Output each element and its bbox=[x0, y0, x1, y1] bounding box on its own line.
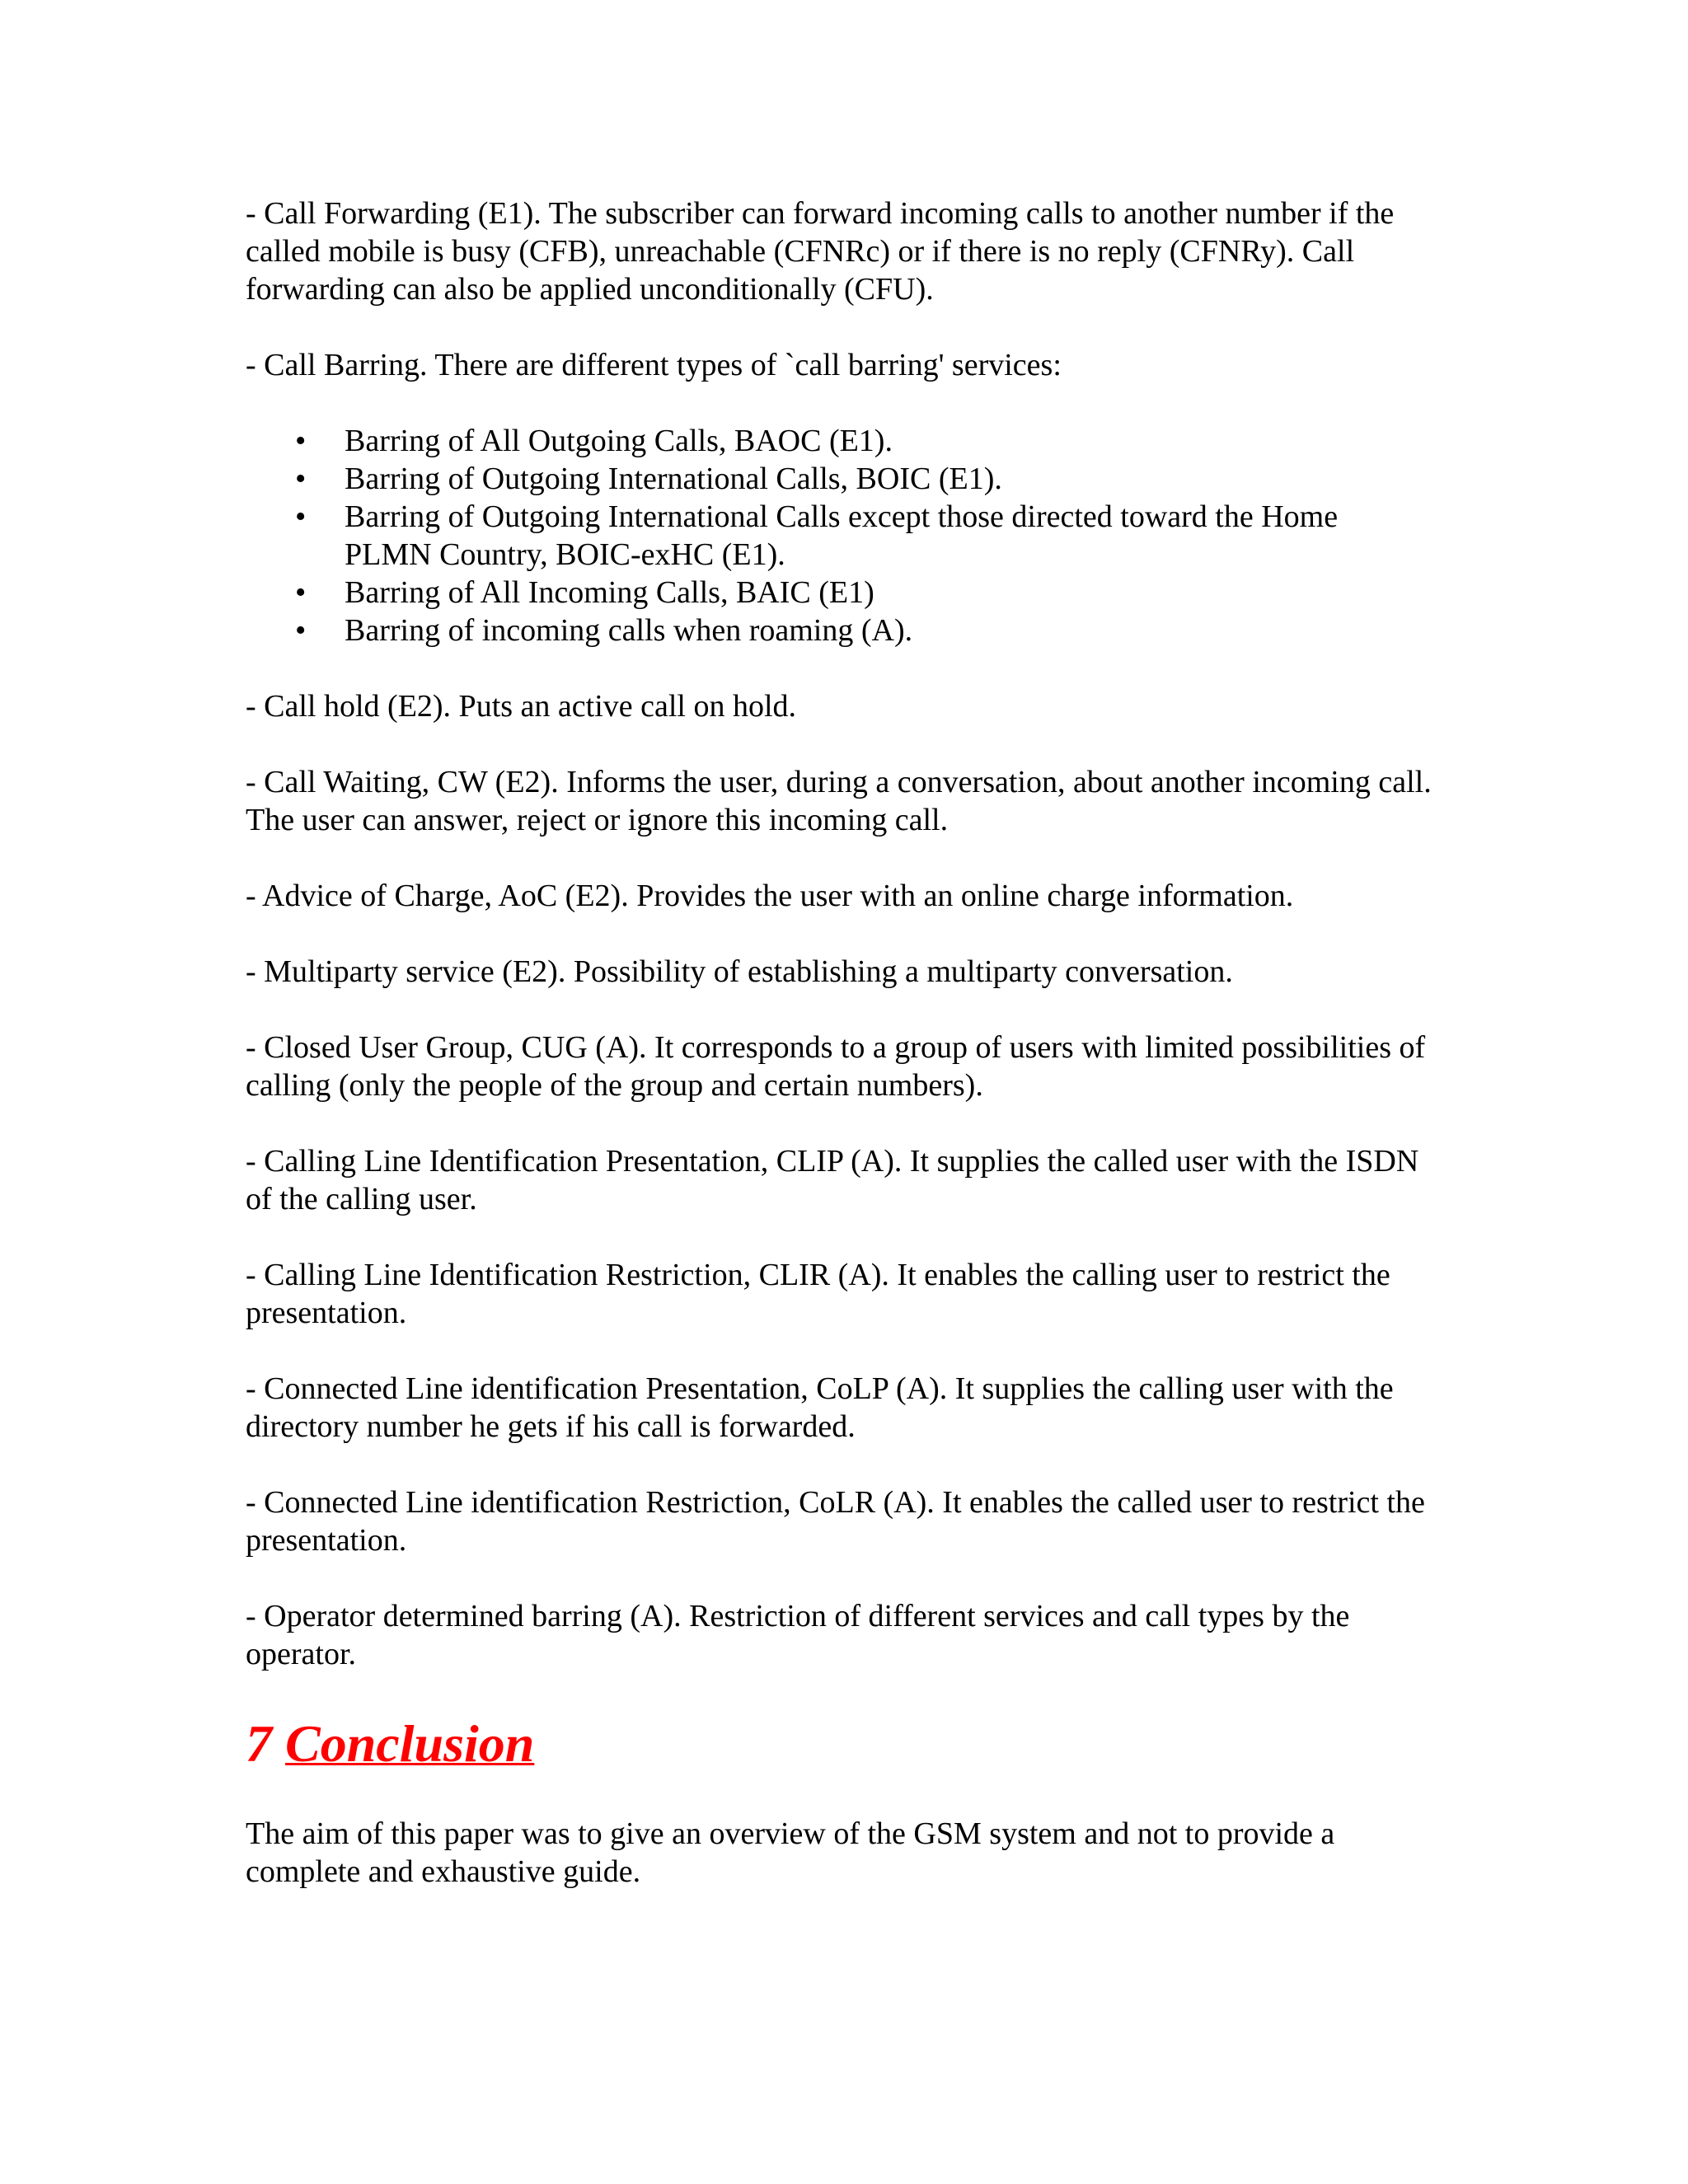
list-item bbox=[246, 498, 1432, 574]
call-barring-list bbox=[246, 422, 1432, 649]
list-item-text: Barring of All Incoming Calls, BAIC (E1) bbox=[345, 575, 874, 610]
bullet-icon: • bbox=[295, 424, 307, 458]
list-item bbox=[246, 612, 1432, 649]
bullet-icon: • bbox=[295, 499, 307, 534]
list-item-text: Barring of incoming calls when roaming (A). bbox=[345, 613, 913, 648]
document-page bbox=[246, 194, 1432, 1929]
bullet-icon: • bbox=[295, 462, 307, 496]
list-item bbox=[246, 460, 1432, 498]
paragraph-clip: - Calling Line Identification Presentation, CLIP (A). It supplies the called user with the ISDN of the calling user. bbox=[246, 1144, 1419, 1216]
list-item-text: Barring of Outgoing International Calls except those directed toward the Home PLMN Country, BOIC-exHC (E1). bbox=[345, 499, 1339, 572]
section-title: Conclusion bbox=[285, 1714, 535, 1773]
section-number: 7 bbox=[246, 1714, 272, 1773]
paragraph-call-hold: - Call hold (E2). Puts an active call on hold. bbox=[246, 689, 797, 724]
paragraph-clir: - Calling Line Identification Restriction, CLIR (A). It enables the calling user to restrict the presentation. bbox=[246, 1258, 1390, 1330]
paragraph-call-waiting: - Call Waiting, CW (E2). Informs the user, during a conversation, about another incoming call. The user can answer, reject or ignore this incoming call. bbox=[246, 765, 1432, 837]
paragraph-colp: - Connected Line identification Presentation, CoLP (A). It supplies the calling user with the directory number he gets if his call is forwarded. bbox=[246, 1371, 1394, 1444]
paragraph-advice-of-charge: - Advice of Charge, AoC (E2). Provides the user with an online charge information. bbox=[246, 879, 1294, 913]
bullet-icon: • bbox=[295, 575, 307, 610]
paragraph-call-barring: - Call Barring. There are different types of `call barring' services: bbox=[246, 348, 1062, 382]
list-item-text: Barring of Outgoing International Calls, BOIC (E1). bbox=[345, 462, 1002, 496]
list-item-text: Barring of All Outgoing Calls, BAOC (E1). bbox=[345, 424, 893, 458]
list-item bbox=[246, 422, 1432, 460]
paragraph-closed-user-group: - Closed User Group, CUG (A). It corresponds to a group of users with limited possibilities of calling (only the people of the group and certain numbers). bbox=[246, 1030, 1426, 1103]
paragraph-operator-barring: - Operator determined barring (A). Restriction of different services and call types by the operator. bbox=[246, 1599, 1350, 1671]
paragraph-colr: - Connected Line identification Restriction, CoLR (A). It enables the called user to restrict the presentation. bbox=[246, 1485, 1425, 1558]
section-heading bbox=[246, 1711, 1432, 1777]
paragraph-multiparty: - Multiparty service (E2). Possibility of establishing a multiparty conversation. bbox=[246, 954, 1233, 989]
list-item bbox=[246, 574, 1432, 612]
paragraph-conclusion: The aim of this paper was to give an overview of the GSM system and not to provide a complete and exhaustive guide. bbox=[246, 1816, 1335, 1889]
paragraph-call-forwarding: - Call Forwarding (E1). The subscriber can forward incoming calls to another number if the called mobile is busy (CFB), unreachable (CFNRc) or if there is no reply (CFNRy). Call forwarding can also be applied unconditionally (CFU). bbox=[246, 196, 1395, 307]
bullet-icon: • bbox=[295, 613, 307, 648]
